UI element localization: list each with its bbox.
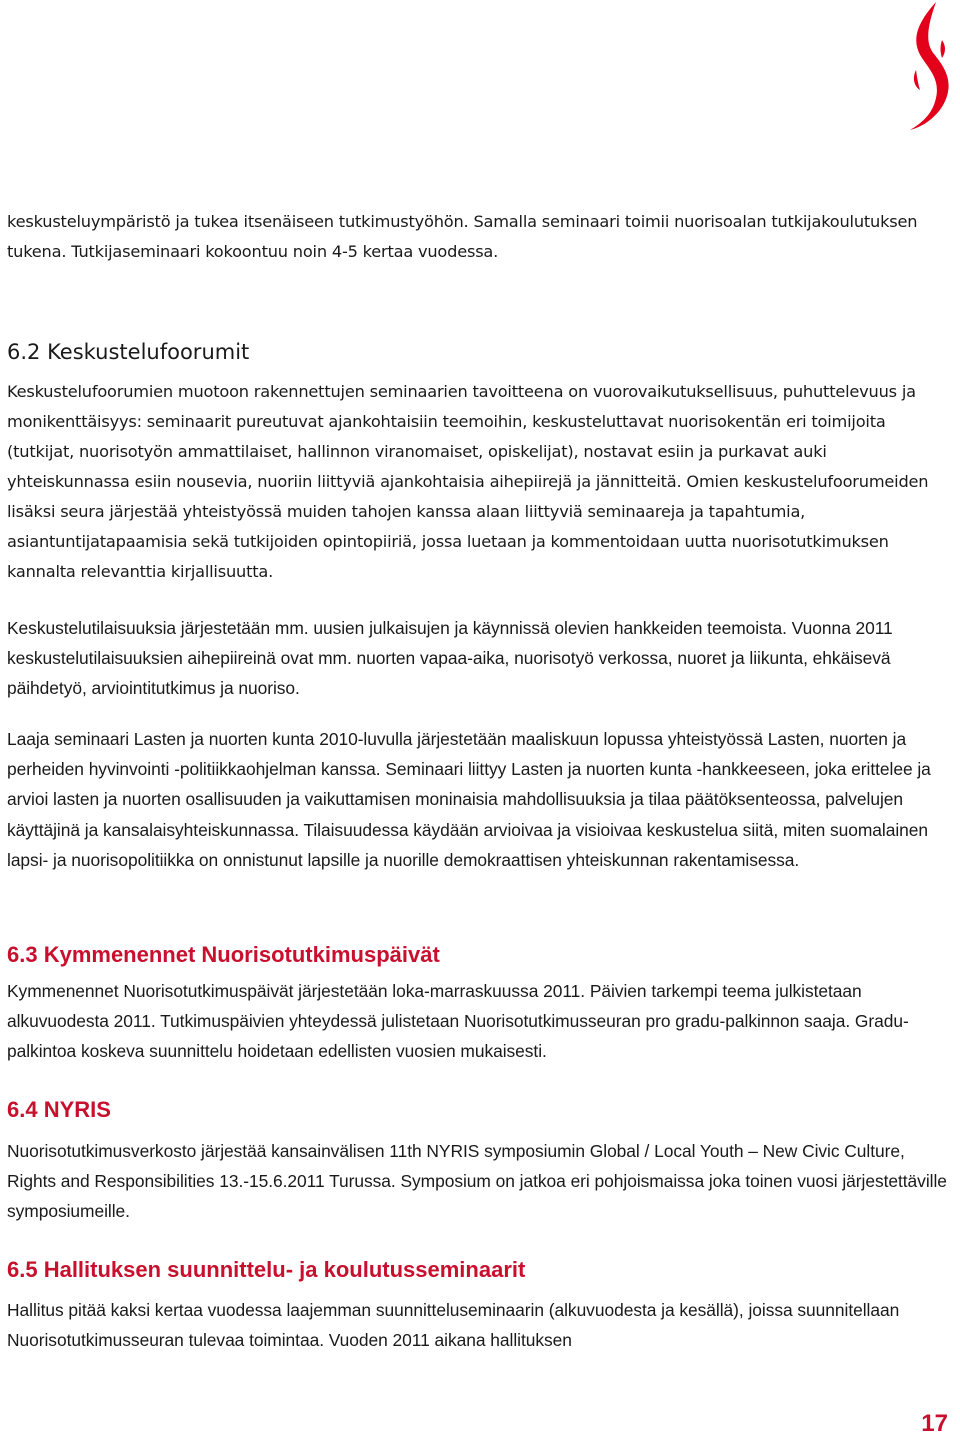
section-heading-6-3: 6.3 Kymmenennet Nuorisotutkimuspäivät: [7, 942, 440, 967]
section-heading-6-5: 6.5 Hallituksen suunnittelu- ja koulutusseminaarit: [7, 1257, 526, 1282]
intro-paragraph: keskusteluympäristö ja tukea itsenäiseen tutkimustyöhön. Samalla seminaari toimii nuorisoalan tutkijakoulutuksen tukena. Tutkijaseminaari kokoontuu noin 4-5 kertaa vuodessa.: [7, 212, 918, 261]
section-heading-6-2: 6.2 Keskustelufoorumit: [7, 340, 250, 364]
section-6-2-paragraph-3: Laaja seminaari Lasten ja nuorten kunta 2010-luvulla järjestetään maaliskuun lopussa yhteistyössä Lasten, nuorten ja perheiden hyvinvointi -politiikkaohjelman kanssa. Seminaari liittyy Lasten ja nuorten kunta -hankkeeseen, joka erittelee ja arvioi lasten ja nuorten osallisuuden ja vaikuttamisen moninaisia mahdollisuuksia ja tilaa päätöksenteossa, palvelujen käyttäjinä ja kansalaisyhteiskunnassa. Tilaisuudessa käydään arvioivaa ja visioivaa keskustelua siitä, miten suomalainen lapsi- ja nuorisopolitiikka on onnistunut lapsille ja nuorille demokraattisen yhteiskunnan rakentamisessa.: [7, 729, 931, 870]
section-6-5-paragraph-1: Hallitus pitää kaksi kertaa vuodessa laajemman suunnitteluseminaarin (alkuvuodesta ja kesällä), joissa suunnitellaan Nuorisotutkimusseuran tulevaa toimintaa. Vuoden 2011 aikana hallituksen: [7, 1300, 900, 1351]
section-6-4-paragraph-1: Nuorisotutkimusverkosto järjestää kansainvälisen 11th NYRIS symposiumin Global / Local Youth – New Civic Culture, Rights and Responsibilities 13.-15.6.2011 Turussa. Symposium on jatkoa eri pohjoismaissa joka toinen vuosi järjestettäville symposiumeille.: [7, 1141, 947, 1222]
organization-logo-icon: [896, 0, 960, 134]
section-6-2-paragraph-2: Keskustelutilaisuuksia järjestetään mm. uusien julkaisujen ja käynnissä olevien hankkeiden teemoista. Vuonna 2011 keskustelutilaisuuksien aihepiireinä ovat mm. nuorten vapaa-aika, nuorisotyö verkossa, nuoret ja liikunta, ehkäisevä päihdetyö, arviointitutkimus ja nuoriso.: [7, 618, 893, 699]
section-heading-6-4: 6.4 NYRIS: [7, 1097, 111, 1122]
section-6-2-paragraph-1: Keskustelufoorumien muotoon rakennettujen seminaarien tavoitteena on vuorovaikutuksellisuus, puhuttelevuus ja monikenttäisyys: seminaarit pureutuvat ajankohtaisiin teemoihin, keskusteluttavat nuorisokentän eri toimijoita (tutkijat, nuorisotyön ammattilaiset, hallinnon viranomaiset, opiskelijat), nostavat esiin ja purkavat auki yhteiskunnassa esiin nousevia, nuoriin liittyviä ajankohtaisia aihepiirejä ja jännitteitä. Omien keskustelufoorumeiden lisäksi seura järjestää yhteistyössä muiden tahojen kanssa alaan liittyviä seminaareja ja tapahtumia, asiantuntijatapaamisia sekä tutkijoiden opintopiiriä, jossa luetaan ja kommentoidaan uutta nuorisotutkimuksen kannalta relevanttia kirjallisuutta.: [7, 382, 929, 581]
section-6-3-paragraph-1: Kymmenennet Nuorisotutkimuspäivät järjestetään loka-marraskuussa 2011. Päivien tarkempi teema julkistetaan alkuvuodesta 2011. Tutkimuspäivien yhteydessä julistetaan Nuorisotutkimusseuran pro gradu-palkinnon saaja. Gradu-palkintoa koskeva suunnittelu hoidetaan edellisten vuosien mukaisesti.: [7, 981, 909, 1062]
page-number: 17: [921, 1410, 948, 1437]
